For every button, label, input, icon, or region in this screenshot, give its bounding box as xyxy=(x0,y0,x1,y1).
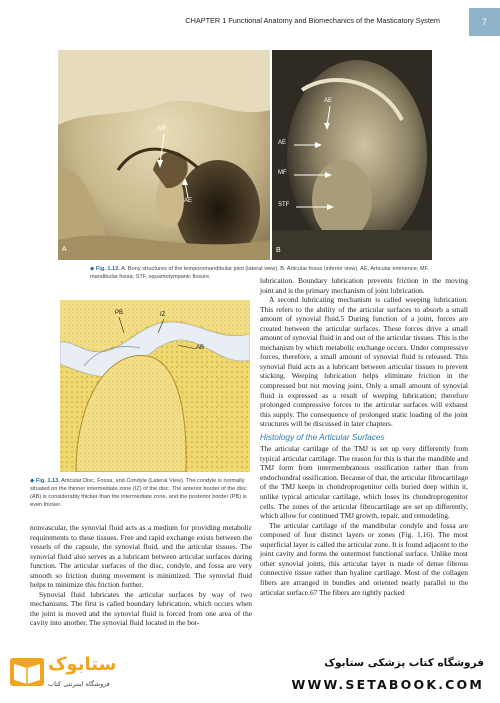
right-paragraph-4: The articular cartilage of the mandibular condyle and fossa are composed of four distinct layers or zones (Fig. 1.16). The most superficial layer is called the articular zone. It is found adjacent to the joint cavity and forms the outermost functional surface. Unlike most other synovial joints, this articular layer is made of dense fibrous connective tissue rather than hyaline cartilage. Most of the collagen fibers are arranged in bundles and oriented nearly parallel to the articular surface.67 The fibers are tightly packed xyxy=(260,520,468,597)
store-url-link[interactable]: WWW.SETABOOK.COM xyxy=(291,677,484,692)
arrow-ae-icon xyxy=(180,176,198,200)
caption-label-1-13: Fig. 1.13. xyxy=(35,478,60,484)
right-paragraph-2: A second lubricating mechanism is called weeping lubrication. This refers to the ability of the articular surfaces to absorb a small amount of synovial fluid.5 During function of a joint, forces are created between the articular surfaces. These forces drive a small amount of synovial fluid in and out of the articular tissues. This is the mechanism by which metabolic exchange occurs. Under compressive forces, therefore, a small amount of synovial fluid is released. This synovial fluid acts as a lubricant between articular tissues to prevent sticking. Weeping lubrication helps eliminate friction in the compressed but not moving joint. Only a small amount of synovial fluid is expressed as a result of weeping lubrication; therefore prolonged compressive forces to the articular surfaces will exhaust this supply. The consequence of prolonged static loading of the joint structures will be discussed in later chapters. xyxy=(260,295,468,429)
caption-text-1-13: Articular Disc, Fossa, and Condyle (Lateral View). The condyle is normally situated on the thinner intermediate zone (IZ) of the disc. The anterior border of the disc (AB) is considerably thicker than the intermediate zone, and the posterior border (PB) is even thicker. xyxy=(30,478,247,508)
store-logo[interactable] xyxy=(8,650,126,698)
store-name: فروشگاه کتاب پزشکی ستابوک xyxy=(324,657,484,669)
arrow-ae-top-icon xyxy=(322,106,338,132)
label-ab: AB xyxy=(196,345,205,351)
right-paragraph-3: The articular cartilage of the TMJ is set up very differently from typical articular cartilage. The reason for this is that the mandible and TMJ form from intermembranous ossification rather than from endochondral ossification. Because of that, the articular fibrocartilage of the TMJ keeps in chondroprogenitor cells buried deep within it, unlike typical articular cartilage, which loses its chondroprogenitor cells. The zones of the articular fibrocartilage are set up differently, which allow for continued TMJ growth, repair, and remodeling. xyxy=(260,444,468,521)
caption-label: Fig. 1.12. xyxy=(95,266,120,272)
panel-a-letter: A xyxy=(62,246,67,253)
arrow-mf-b-icon xyxy=(294,171,334,179)
pointer-pb-icon xyxy=(116,317,132,337)
section-heading: Histology of the Articular Surfaces xyxy=(260,431,385,442)
arrow-mf-icon xyxy=(154,134,174,174)
arrow-stf-icon xyxy=(296,203,336,211)
label-mf-b: MF xyxy=(278,170,287,176)
left-paragraph-2: Synovial fluid lubricates the articular surfaces by way of two mechanisms. The first is called boundary lubrication, which occurs when the joint is moved and the synovial fluid is forced from one area of the cavity into another. The synovial fluid located in the bor- xyxy=(30,589,252,628)
left-column-body xyxy=(30,523,252,628)
figure-1-12-panel-b xyxy=(272,50,432,260)
right-paragraph-1: lubrication. Boundary lubrication prevents friction in the moving joint and is the primary mechanism of joint lubrication. xyxy=(260,276,468,295)
label-ae: AE xyxy=(184,198,193,204)
right-column-body xyxy=(260,276,468,597)
running-head: CHAPTER 1 Functional Anatomy and Biomechanics of the Masticatory System xyxy=(185,16,440,25)
label-stf: STF xyxy=(278,202,290,208)
left-paragraph-1: nonvascular, the synovial fluid acts as a medium for providing metabolic requirements to these tissues. Free and rapid exchange exists between the vessels of the capsule, the synovial fluid, and the articular tissues. The synovial fluid also serves as a lubricant between articular surfaces during function. The articular surfaces of the disc, condyle, and fossa are very smooth so friction during movement is minimized. The synovial fluid helps to minimize this friction further. xyxy=(30,523,252,590)
page-header xyxy=(0,0,500,40)
figure-1-12-panel-a xyxy=(58,50,270,260)
pointer-iz-icon xyxy=(154,319,170,339)
pointer-ab-icon xyxy=(178,343,198,353)
label-iz: IZ xyxy=(160,312,166,318)
logo-subtext: فروشگاه اینترنتی کتاب xyxy=(48,680,110,688)
label-ae-left: AE xyxy=(278,140,287,146)
arrow-ae-left-icon xyxy=(294,141,324,149)
label-mf: MF xyxy=(158,126,167,132)
figure-1-12-caption: ◆ Fig. 1.12. A. Bony structures of the temporomandibular joint (lateral view). B. Articular fossa (inferior view). AE, Articular eminence; MF, mandibular fossa; STF, squamotympanic fissure. xyxy=(90,266,429,280)
caption-text: A. Bony structures of the temporomandibular joint (lateral view). B. Articular fossa (inferior view). AE, Articular eminence; MF, mandibular fossa; STF, squamotympanic fissure. xyxy=(90,266,429,280)
page-number: 7 xyxy=(469,8,500,36)
logo-text: ستابوک xyxy=(48,654,117,675)
label-pb: PB xyxy=(115,310,124,316)
fossa-inferior-photo xyxy=(272,50,432,260)
figure-1-13-caption: ◆ Fig. 1.13. Articular Disc, Fossa, and Condyle (Lateral View). The condyle is normally situated on the thinner intermediate zone (IZ) of the disc. The anterior border of the disc (AB) is considerably thicker than the intermediate zone, and the posterior border (PB) is even thicker. xyxy=(30,478,247,508)
panel-b-letter: B xyxy=(276,247,281,254)
figure-1-13-illustration xyxy=(60,300,250,472)
label-ae-top: AE xyxy=(324,98,333,104)
